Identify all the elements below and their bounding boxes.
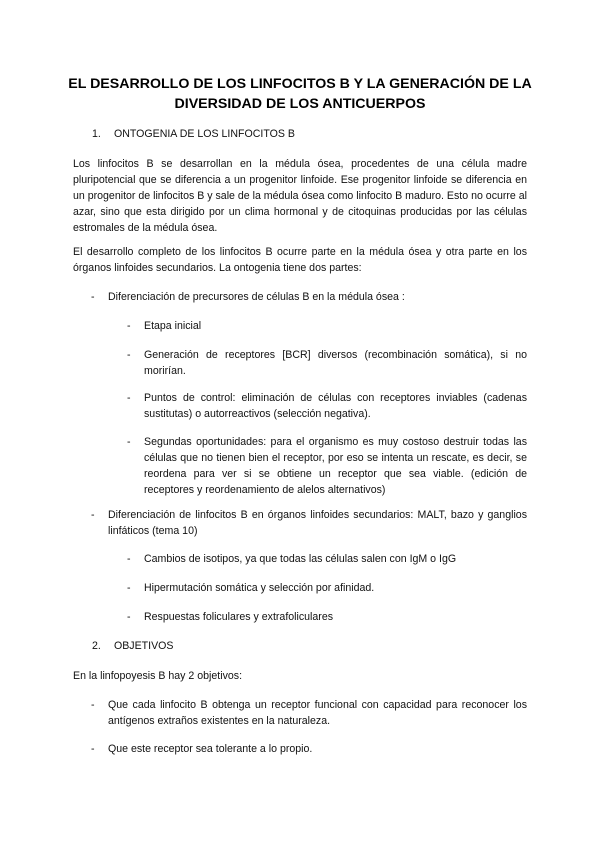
bullet-dash: -: [91, 291, 95, 303]
sub-list-item: [127, 434, 527, 498]
bullet-dash: -: [127, 436, 131, 448]
section-2-heading-text: OBJETIVOS: [114, 640, 174, 652]
list-item-text: Que este receptor sea tolerante a lo propio.: [108, 743, 313, 755]
list-item: [91, 507, 527, 539]
sub-list-item-text: Cambios de isotipos, ya que todas las células salen con IgM o IgG: [144, 553, 457, 565]
bullet-dash: -: [127, 320, 131, 332]
list-item-text: Diferenciación de precursores de células B en la médula ósea :: [108, 291, 405, 303]
list-item: [91, 289, 527, 305]
bullet-dash: -: [127, 611, 131, 623]
sub-list-item: [127, 318, 527, 334]
section-1-paragraph-2: El desarrollo completo de los linfocitos B ocurre parte en la médula ósea y otra parte en los órganos linfoides secundarios. La ontogenia tiene dos partes:: [73, 246, 527, 274]
bullet-dash: -: [127, 582, 131, 594]
list-item-text: Diferenciación de linfocitos B en órganos linfoides secundarios: MALT, bazo y ganglios linfáticos (tema 10): [108, 509, 527, 537]
bullet-dash: -: [127, 349, 131, 361]
sub-list-item-text: Etapa inicial: [144, 320, 202, 332]
bullet-dash: -: [127, 553, 131, 565]
bullet-dash: -: [91, 509, 95, 521]
sub-list-item: [127, 551, 527, 567]
sub-list-item-text: Respuestas foliculares y extrafoliculares: [144, 611, 334, 623]
section-1-heading: [92, 126, 295, 142]
sub-list-item-text: Puntos de control: eliminación de células con receptores inviables (cadenas sustitutas) o autorreactivos (selección negativa).: [144, 392, 527, 420]
list-item: [91, 697, 527, 729]
sub-list-item: [127, 347, 527, 379]
bullet-dash: -: [91, 743, 95, 755]
section-2-heading: [92, 638, 173, 654]
sub-list-item-text: Generación de receptores [BCR] diversos (recombinación somática), si no morirían.: [144, 349, 527, 377]
sub-list-item: [127, 580, 527, 596]
section-2-paragraph-1: En la linfopoyesis B hay 2 objetivos:: [73, 670, 243, 682]
sub-list-item-text: Hipermutación somática y selección por afinidad.: [144, 582, 375, 594]
section-2-number: 2.: [92, 640, 101, 652]
section-1-number: 1.: [92, 128, 101, 140]
list-item: [91, 741, 527, 757]
section-1-paragraph-1: Los linfocitos B se desarrollan en la médula ósea, procedentes de una célula madre pluripotencial que se diferencia a un progenitor linfoide. Ese progenitor linfoide se diferencia en un progenitor de linfocitos B y sale de la médula ósea como linfocito B maduro. Esto no ocurre al azar, sino que esta dirigido por un clima hormonal y de citoquinas producidas por las células estromales de la médula ósea.: [73, 158, 528, 234]
document-title: EL DESARROLLO DE LOS LINFOCITOS B Y LA GENERACIÓN DE LA DIVERSIDAD DE LOS ANTICUERPOS: [68, 76, 532, 112]
sub-list-item-text: Segundas oportunidades: para el organismo es muy costoso destruir todas las células que no tienen bien el receptor, por eso se intenta un rescate, es decir, se reordena para ver si se obtiene un receptor que sea viable. (edición de receptores y reordenamiento de alelos alternativos): [144, 436, 527, 496]
sub-list-item: [127, 609, 527, 625]
list-item-text: Que cada linfocito B obtenga un receptor funcional con capacidad para reconocer los antígenos extraños existentes en la naturaleza.: [108, 699, 527, 727]
bullet-dash: -: [127, 392, 131, 404]
bullet-dash: -: [91, 699, 95, 711]
section-1-heading-text: ONTOGENIA DE LOS LINFOCITOS B: [114, 128, 295, 140]
sub-list-item: [127, 390, 527, 422]
